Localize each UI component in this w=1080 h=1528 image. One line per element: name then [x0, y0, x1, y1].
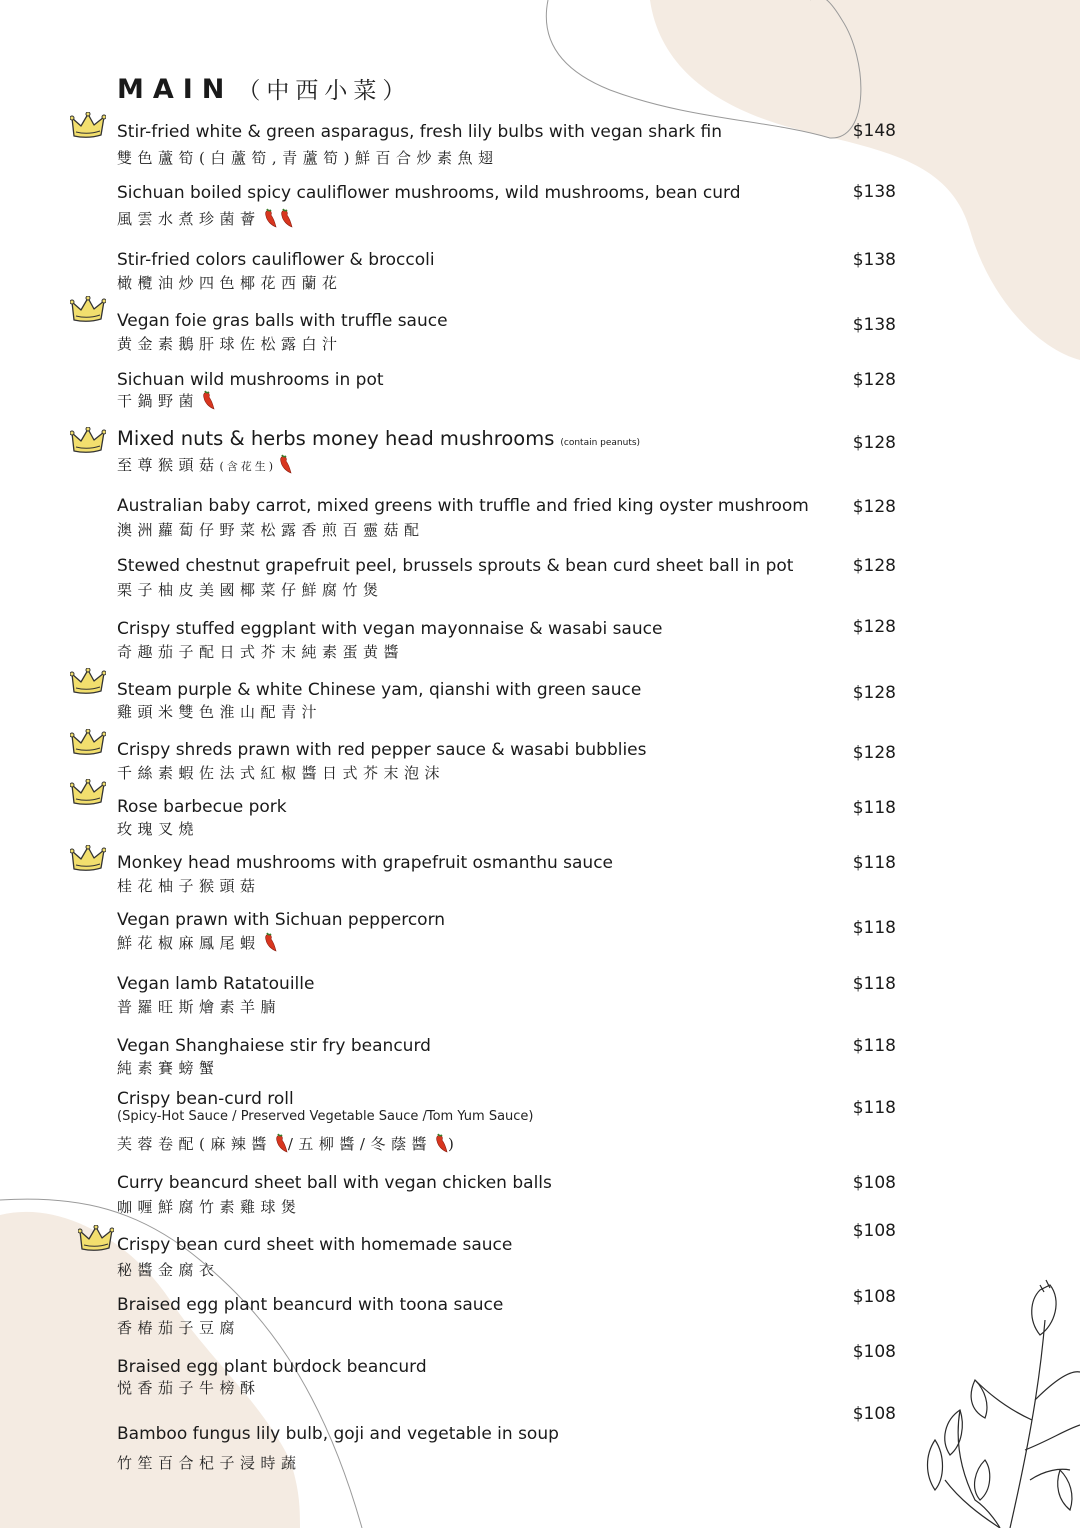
menu-item	[0, 853, 1080, 895]
section-title-zh: （中西小菜）	[237, 78, 412, 104]
item-name-zh-text: 栗子柚皮美國椰菜仔鮮腐竹煲	[117, 581, 384, 599]
item-name-zh	[117, 875, 261, 896]
menu-item	[0, 250, 1080, 292]
item-price: $138	[852, 182, 896, 202]
item-price: $108	[852, 1404, 896, 1424]
item-name-en: Vegan Shanghaiese stir fry beancurd	[117, 1036, 431, 1056]
item-price: $148	[852, 121, 896, 141]
item-price: $128	[852, 370, 896, 390]
menu-item	[0, 1404, 1080, 1472]
chili-icon	[278, 454, 292, 474]
item-name-zh-text: 悦香茄子牛榜酥	[117, 1379, 261, 1397]
item-name-zh-text: 鮮花椒麻鳳尾蝦	[117, 934, 261, 952]
item-name-zh-text: 桂花柚子猴頭菇	[117, 877, 261, 895]
menu-item	[0, 910, 1080, 952]
item-name-zh-text: 秘醬金腐衣	[117, 1261, 220, 1279]
item-name-zh	[117, 1133, 459, 1154]
chili-icon	[279, 208, 293, 228]
item-name-zh	[117, 996, 281, 1017]
item-sauce-options: (Spicy-Hot Sauce / Preserved Vegetable Sauce /Tom Yum Sauce)	[117, 1109, 534, 1124]
item-name-en: Vegan lamb Ratatouille	[117, 974, 315, 994]
item-name-zh-text: 至尊猴頭菇	[117, 456, 220, 474]
menu-item	[0, 974, 1080, 1016]
item-price: $118	[852, 918, 896, 938]
item-name-en: Mixed nuts & herbs money head mushrooms (contain peanuts)	[117, 427, 641, 450]
item-name-zh	[117, 762, 445, 783]
crown-icon	[78, 1225, 114, 1255]
crown-icon	[70, 668, 106, 698]
item-name-en: Stir-fried colors cauliflower & broccoli	[117, 250, 435, 270]
item-name-zh	[117, 1196, 302, 1217]
item-price: $118	[852, 1036, 896, 1056]
item-name-en: Sichuan boiled spicy cauliflower mushrooms, wild mushrooms, bean curd	[117, 183, 741, 203]
crown-icon	[70, 427, 106, 457]
item-price: $118	[852, 1098, 896, 1118]
item-name-zh	[117, 1259, 220, 1280]
item-name-en: Stewed chestnut grapefruit peel, brussels sprouts & bean curd sheet ball in pot	[117, 556, 794, 576]
menu-item	[0, 370, 1080, 410]
chili-icon	[274, 1133, 288, 1153]
crown-icon	[70, 112, 106, 142]
menu-item	[0, 680, 1080, 721]
item-price: $128	[852, 743, 896, 763]
item-name-zh-text: 雙色蘆筍(白蘆筍,青蘆筍)鮮百合炒素魚翅	[117, 149, 499, 167]
item-name-en: Curry beancurd sheet ball with vegan chicken balls	[117, 1173, 552, 1193]
menu-item	[0, 182, 1080, 228]
item-name-en: Rose barbecue pork	[117, 797, 287, 817]
item-name-en: Vegan foie gras balls with truffle sauce	[117, 311, 448, 331]
item-price: $108	[852, 1221, 896, 1241]
chili-icon	[263, 208, 277, 228]
menu-item	[0, 496, 1080, 539]
item-name-zh-text: 純素賽螃蟹	[117, 1059, 220, 1077]
chili-icon	[201, 390, 215, 410]
item-name-zh	[117, 1377, 261, 1398]
item-name-zh	[117, 272, 343, 293]
item-name-zh-part: /五柳醬/冬蔭醬	[287, 1135, 432, 1153]
item-name-zh-text: 千絲素蝦佐法式紅椒醬日式芥末泡沫	[117, 764, 446, 782]
item-name-zh	[117, 818, 199, 839]
menu-item	[0, 427, 1080, 474]
item-price: $108	[852, 1287, 896, 1307]
item-note: (contain peanuts)	[560, 438, 641, 448]
item-name-zh-text: 風雲水煮珍菌薈	[117, 210, 261, 228]
item-name-en: Crispy shreds prawn with red pepper sauce & wasabi bubblies	[117, 740, 647, 760]
item-name-en: Vegan prawn with Sichuan peppercorn	[117, 910, 446, 930]
item-name-zh	[117, 701, 322, 722]
item-name-en: Braised egg plant beancurd with toona sauce	[117, 1295, 504, 1315]
item-name-zh	[117, 1452, 302, 1473]
item-name-en: Australian baby carrot, mixed greens with truffle and fried king oyster mushroom	[117, 496, 809, 516]
item-price: $128	[852, 617, 896, 637]
menu-item	[0, 1221, 1080, 1279]
menu-item	[0, 1089, 1080, 1153]
menu-item	[0, 311, 1080, 353]
flower-illustration	[928, 1280, 1080, 1528]
item-name-zh	[117, 932, 277, 953]
item-note-zh: (含花生)	[219, 460, 277, 473]
item-price: $138	[852, 250, 896, 270]
item-price: $108	[852, 1342, 896, 1362]
item-price: $118	[852, 974, 896, 994]
item-price: $128	[852, 433, 896, 453]
item-price: $108	[852, 1173, 896, 1193]
beige-blob-top-right	[650, 0, 1080, 360]
menu-item	[0, 1173, 1080, 1216]
crown-icon	[70, 729, 106, 759]
item-name-zh-text: 咖喱鮮腐竹素雞球煲	[117, 1198, 302, 1216]
crown-icon	[70, 845, 106, 875]
menu-item	[0, 1342, 1080, 1397]
item-price: $128	[852, 556, 896, 576]
menu-item	[0, 797, 1080, 838]
chili-icon	[434, 1133, 448, 1153]
section-title-en: MAIN	[117, 74, 234, 105]
menu-item	[0, 740, 1080, 782]
item-price: $128	[852, 683, 896, 703]
item-name-zh	[117, 519, 425, 540]
item-name-zh-text: 奇趣茄子配日式芥末純素蛋黄醬	[117, 643, 405, 661]
item-price: $128	[852, 497, 896, 517]
item-name-zh-text: 雞頭米雙色淮山配青汁	[117, 703, 323, 721]
item-name-zh	[117, 579, 384, 600]
item-name-zh	[117, 208, 293, 229]
item-name-zh-text: 香椿茄子豆腐	[117, 1319, 241, 1337]
item-name-zh-text: 橄欖油炒四色椰花西蘭花	[117, 274, 343, 292]
item-name-zh	[117, 1317, 240, 1338]
menu-item	[0, 556, 1080, 599]
item-name-en: Crispy stuffed eggplant with vegan mayonnaise & wasabi sauce	[117, 619, 663, 639]
item-name-zh-text: 澳洲蘿蔔仔野菜松露香煎百靈菇配	[117, 521, 425, 539]
menu-item	[0, 617, 1080, 661]
item-name-en: Monkey head mushrooms with grapefruit osmanthu sauce	[117, 853, 613, 873]
item-name-zh-text: 干鍋野菌	[117, 392, 200, 410]
item-name-zh	[117, 1057, 220, 1078]
item-name-en: Bamboo fungus lily bulb, goji and vegetable in soup	[117, 1424, 559, 1444]
item-name-en: Sichuan wild mushrooms in pot	[117, 370, 384, 390]
chili-icon	[263, 932, 277, 952]
item-name-en: Steam purple & white Chinese yam, qianshi with green sauce	[117, 680, 642, 700]
item-name-zh-text: 竹笙百合杞子浸時蔬	[117, 1454, 302, 1472]
item-name-en: Crispy bean-curd roll	[117, 1089, 294, 1109]
section-title	[117, 72, 411, 105]
item-name-zh-text: 黄金素鵝肝球佐松露白汁	[117, 335, 343, 353]
item-name-en: Crispy bean curd sheet with homemade sauce	[117, 1235, 513, 1255]
item-price: $138	[852, 315, 896, 335]
item-name-zh	[117, 390, 215, 411]
item-name-zh-text: 普羅旺斯燴素羊腩	[117, 998, 282, 1016]
crown-icon	[70, 779, 106, 809]
item-name-zh	[117, 454, 292, 475]
item-name-zh-part: 芙蓉卷配(麻辣醬	[117, 1135, 272, 1153]
item-name-zh-part: )	[447, 1135, 460, 1153]
menu-item	[0, 1287, 1080, 1337]
item-name-zh	[117, 641, 404, 662]
item-name-zh	[117, 147, 498, 168]
menu-item	[0, 1036, 1080, 1077]
item-name-en: Braised egg plant burdock beancurd	[117, 1357, 427, 1377]
item-name-zh	[117, 333, 343, 354]
item-price: $118	[852, 798, 896, 818]
crown-icon	[70, 296, 106, 326]
menu-item	[0, 121, 1080, 167]
item-name-en: Stir-fried white & green asparagus, fresh lily bulbs with vegan shark fin	[117, 122, 722, 142]
item-price: $118	[852, 853, 896, 873]
item-name-zh-text: 玫瑰叉燒	[117, 820, 200, 838]
